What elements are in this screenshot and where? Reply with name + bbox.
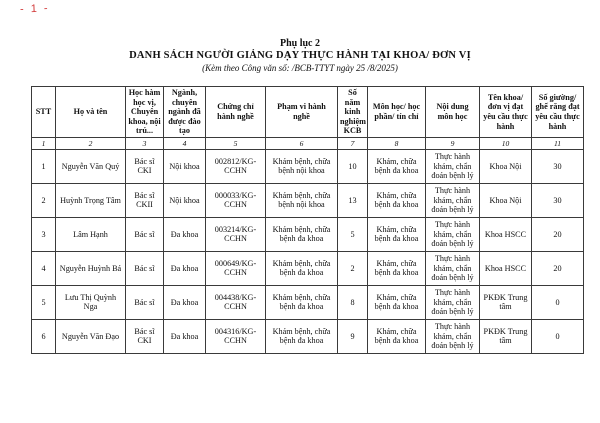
- cell-name: Huỳnh Trọng Tâm: [56, 183, 126, 217]
- column-header: Số năm kinh nghiệm KCB: [338, 87, 368, 138]
- cell-beds: 20: [532, 251, 584, 285]
- cell-content: Thực hành khám, chẩn đoán bệnh lý: [426, 183, 480, 217]
- column-header: Họ và tên: [56, 87, 126, 138]
- document-subtitle: (Kèm theo Công văn số: /BCB-TTYT ngày 25 /8/2025): [202, 63, 398, 73]
- cell-course: Khám, chữa bệnh đa khoa: [368, 251, 426, 285]
- column-number: 10: [480, 137, 532, 149]
- cell-experience: 8: [338, 285, 368, 319]
- appendix-label: Phụ lục 2: [279, 38, 320, 49]
- column-header: Học hàm học vị, Chuyên khoa, nội trú...: [126, 87, 164, 138]
- column-number: 3: [126, 137, 164, 149]
- cell-degree: Bác sĩ: [126, 285, 164, 319]
- cell-scope: Khám bệnh, chữa bệnh đa khoa: [266, 285, 338, 319]
- cell-degree: Bác sĩ CKII: [126, 183, 164, 217]
- table-row: [32, 183, 584, 217]
- instructor-table: [31, 86, 584, 354]
- cell-department: Khoa HSCC: [480, 217, 532, 251]
- cell-degree: Bác sĩ: [126, 251, 164, 285]
- cell-course: Khám, chữa bệnh đa khoa: [368, 183, 426, 217]
- cell-scope: Khám bệnh, chữa bệnh đa khoa: [266, 217, 338, 251]
- cell-stt: 3: [32, 217, 56, 251]
- cell-beds: 30: [532, 149, 584, 183]
- table-row: [32, 319, 584, 353]
- column-number: 2: [56, 137, 126, 149]
- cell-degree: Bác sĩ: [126, 217, 164, 251]
- cell-content: Thực hành khám, chẩn đoán bệnh lý: [426, 285, 480, 319]
- cell-stt: 5: [32, 285, 56, 319]
- table-header-row: [32, 87, 584, 138]
- table-row: [32, 217, 584, 251]
- cell-course: Khám, chữa bệnh đa khoa: [368, 319, 426, 353]
- cell-name: Lâm Hạnh: [56, 217, 126, 251]
- column-number: 1: [32, 137, 56, 149]
- cell-name: Lưu Thị Quỳnh Nga: [56, 285, 126, 319]
- cell-specialty: Đa khoa: [164, 319, 206, 353]
- cell-name: Nguyễn Văn Quý: [56, 149, 126, 183]
- column-header: Tên khoa/ đơn vị đạt yêu cầu thực hành: [480, 87, 532, 138]
- cell-specialty: Nội khoa: [164, 149, 206, 183]
- cell-scope: Khám bệnh, chữa bệnh nội khoa: [266, 149, 338, 183]
- table-row: [32, 285, 584, 319]
- column-number: 7: [338, 137, 368, 149]
- cell-experience: 2: [338, 251, 368, 285]
- cell-scope: Khám bệnh, chữa bệnh đa khoa: [266, 251, 338, 285]
- cell-experience: 10: [338, 149, 368, 183]
- cell-scope: Khám bệnh, chữa bệnh nội khoa: [266, 183, 338, 217]
- cell-certificate: 004438/KG-CCHN: [206, 285, 266, 319]
- cell-course: Khám, chữa bệnh đa khoa: [368, 217, 426, 251]
- column-header: Số giường/ ghế răng đạt yêu cầu thực hành: [532, 87, 584, 138]
- cell-department: Khoa Nội: [480, 149, 532, 183]
- cell-certificate: 002812/KG-CCHN: [206, 149, 266, 183]
- column-number: 9: [426, 137, 480, 149]
- cell-certificate: 000033/KG-CCHN: [206, 183, 266, 217]
- column-number: 4: [164, 137, 206, 149]
- column-number: 6: [266, 137, 338, 149]
- cell-department: PKĐK Trung tâm: [480, 285, 532, 319]
- table-row: [32, 149, 584, 183]
- cell-specialty: Đa khoa: [164, 251, 206, 285]
- column-header: Môn học/ học phần/ tín chỉ: [368, 87, 426, 138]
- cell-experience: 13: [338, 183, 368, 217]
- red-stamp-mark: - 1 -: [19, 2, 50, 16]
- document-header: [0, 38, 600, 74]
- cell-stt: 1: [32, 149, 56, 183]
- cell-specialty: Đa khoa: [164, 285, 206, 319]
- cell-beds: 0: [532, 285, 584, 319]
- column-number: 11: [532, 137, 584, 149]
- cell-content: Thực hành khám, chẩn đoán bệnh lý: [426, 217, 480, 251]
- cell-beds: 30: [532, 183, 584, 217]
- cell-stt: 4: [32, 251, 56, 285]
- cell-beds: 0: [532, 319, 584, 353]
- column-header: Phạm vi hành nghề: [266, 87, 338, 138]
- cell-department: Khoa Nội: [480, 183, 532, 217]
- column-number: 5: [206, 137, 266, 149]
- cell-department: Khoa HSCC: [480, 251, 532, 285]
- cell-experience: 5: [338, 217, 368, 251]
- cell-experience: 9: [338, 319, 368, 353]
- cell-beds: 20: [532, 217, 584, 251]
- cell-stt: 6: [32, 319, 56, 353]
- cell-course: Khám, chữa bệnh đa khoa: [368, 285, 426, 319]
- cell-degree: Bác sĩ CKI: [126, 319, 164, 353]
- cell-specialty: Nội khoa: [164, 183, 206, 217]
- column-header: Ngành, chuyên ngành đã được đào tạo: [164, 87, 206, 138]
- cell-content: Thực hành khám, chẩn đoán bệnh lý: [426, 149, 480, 183]
- cell-certificate: 003214/KG-CCHN: [206, 217, 266, 251]
- column-number-row: [32, 137, 584, 149]
- cell-certificate: 004316/KG-CCHN: [206, 319, 266, 353]
- column-header: Nội dung môn học: [426, 87, 480, 138]
- cell-certificate: 000649/KG-CCHN: [206, 251, 266, 285]
- cell-specialty: Đa khoa: [164, 217, 206, 251]
- cell-stt: 2: [32, 183, 56, 217]
- cell-degree: Bác sĩ CKI: [126, 149, 164, 183]
- cell-name: Nguyễn Văn Đạo: [56, 319, 126, 353]
- column-number: 8: [368, 137, 426, 149]
- cell-department: PKĐK Trung tâm: [480, 319, 532, 353]
- cell-course: Khám, chữa bệnh đa khoa: [368, 149, 426, 183]
- table-row: [32, 251, 584, 285]
- cell-scope: Khám bệnh, chữa bệnh đa khoa: [266, 319, 338, 353]
- document-title: DANH SÁCH NGƯỜI GIẢNG DẠY THỰC HÀNH TẠI KHOA/ ĐƠN VỊ: [129, 50, 471, 61]
- cell-content: Thực hành khám, chẩn đoán bệnh lý: [426, 319, 480, 353]
- column-header: Chứng chỉ hành nghề: [206, 87, 266, 138]
- cell-name: Nguyễn Huỳnh Bá: [56, 251, 126, 285]
- column-header: STT: [32, 87, 56, 138]
- cell-content: Thực hành khám, chẩn đoán bệnh lý: [426, 251, 480, 285]
